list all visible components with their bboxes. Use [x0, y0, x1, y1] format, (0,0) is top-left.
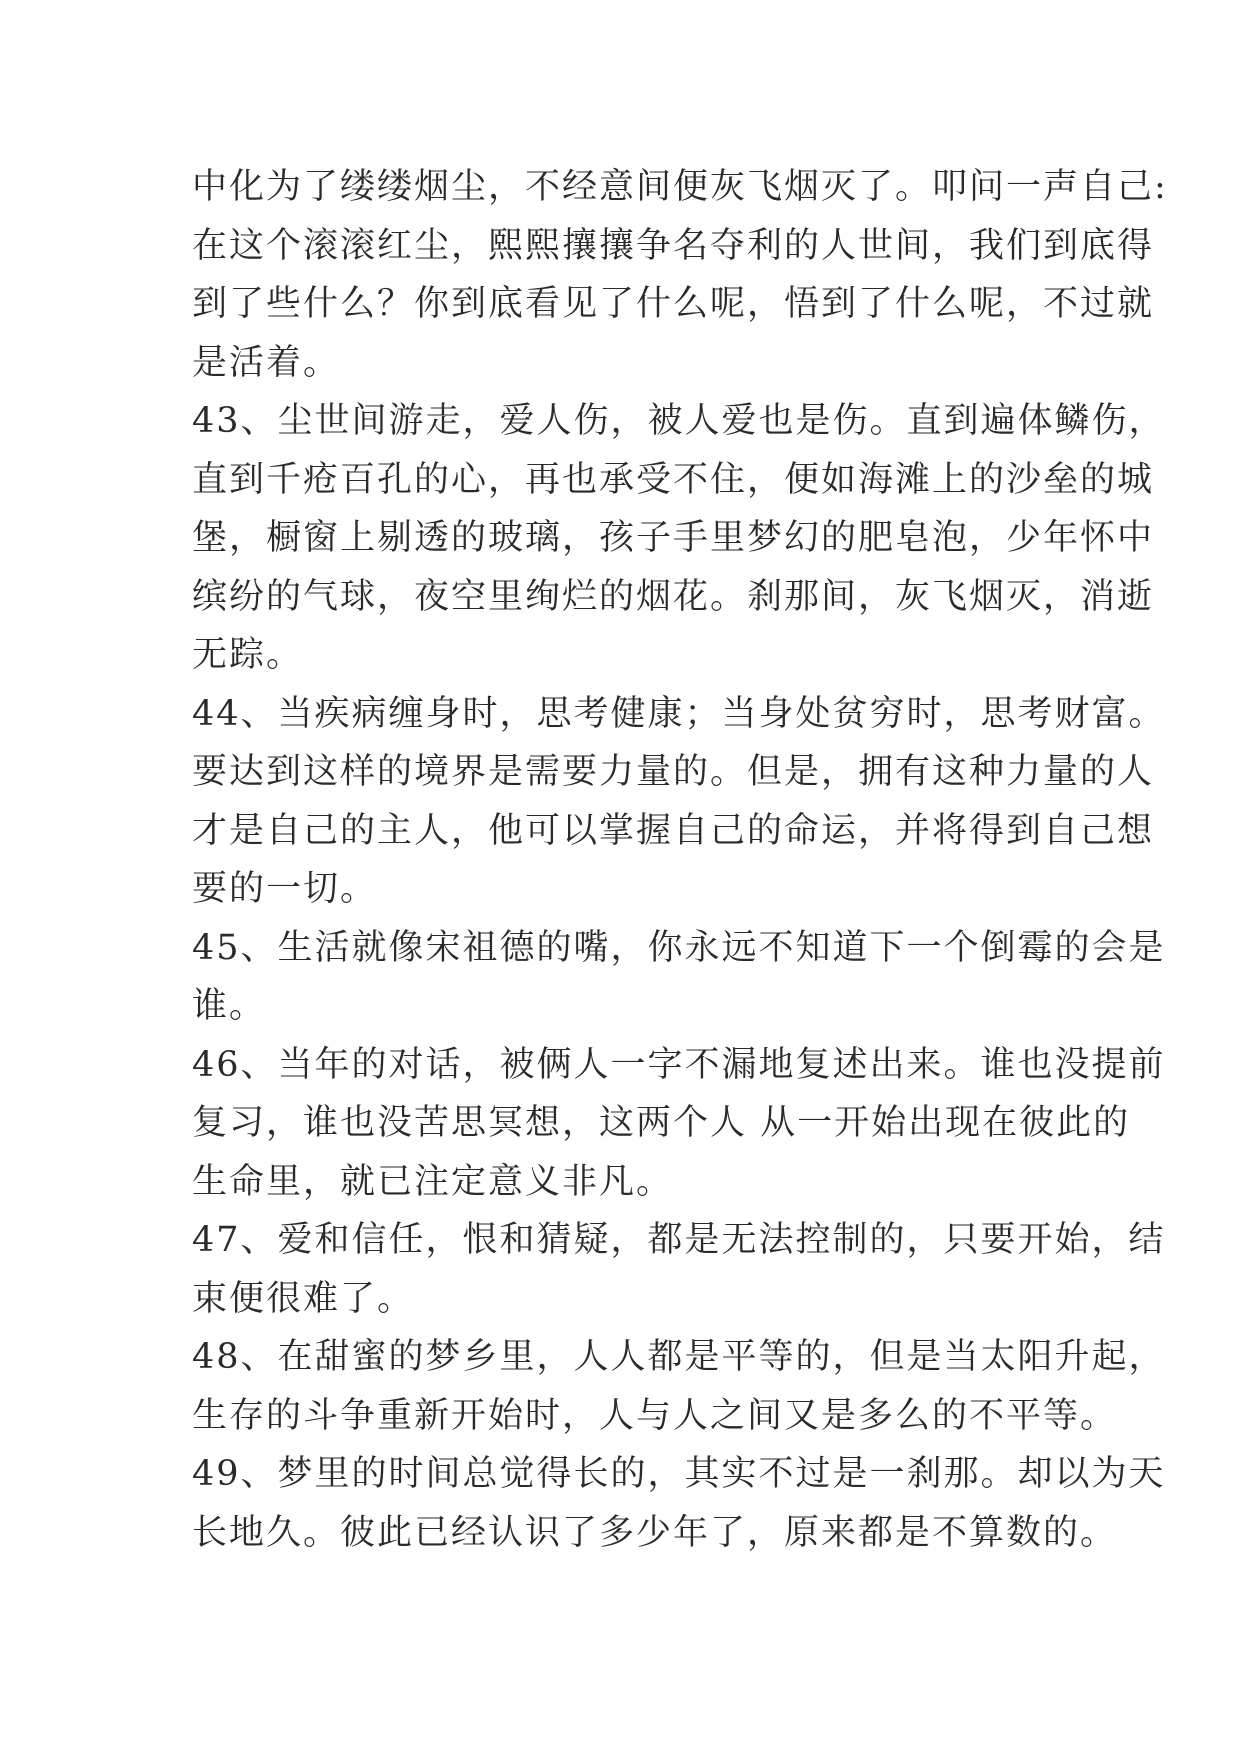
text-line: 要的一切。 — [192, 869, 378, 909]
text-line: 复习，谁也没苦思冥想，这两个人 从一开始出现在彼此的 — [192, 1103, 1131, 1143]
text-line: 49、梦里的时间总觉得长的，其实不过是一刹那。却以为天 — [192, 1454, 1166, 1494]
text-line: 无踪。 — [192, 635, 304, 675]
text-line: 长地久。彼此已经认识了多少年了，原来都是不算数的。 — [192, 1512, 1118, 1553]
text-line: 是活着。 — [192, 342, 341, 383]
text-line: 44、当疾病缠身时，思考健康；当身处贫穷时，思考财富。 — [192, 693, 1166, 734]
text-line: 43、尘世间游走，爱人伤，被人爱也是伤。直到遍体鳞伤， — [192, 401, 1166, 441]
text-line: 47、爱和信任，恨和猜疑，都是无法控制的，只要开始，结 — [192, 1220, 1166, 1260]
text-line: 生存的斗争重新开始时，人与人之间又是多么的不平等。 — [192, 1395, 1118, 1436]
text-line: 在这个滚滚红尘，熙熙攘攘争名夺利的人世间，我们到底得 — [192, 225, 1155, 266]
paragraph-49 — [192, 1445, 1166, 1562]
text-line: 到了些什么？你到底看见了什么呢，悟到了什么呢，不过就 — [192, 284, 1155, 324]
paragraph-48 — [192, 1328, 1166, 1445]
text-line: 堡，橱窗上剔透的玻璃，孩子手里梦幻的肥皂泡，少年怀中 — [192, 518, 1155, 558]
paragraph-44 — [192, 685, 1166, 919]
document-body — [192, 158, 1168, 1562]
text-line: 45、生活就像宋祖德的嘴，你永远不知道下一个倒霉的会是 — [192, 927, 1166, 968]
text-line: 直到千疮百孔的心，再也承受不住，便如海滩上的沙垒的城 — [192, 459, 1155, 500]
text-line: 才是自己的主人，他可以掌握自己的命运，并将得到自己想 — [192, 810, 1155, 851]
paragraph-42-continued — [192, 158, 1168, 392]
text-line: 缤纷的气球，夜空里绚烂的烟花。刹那间，灰飞烟灭，消逝 — [192, 576, 1155, 617]
text-line: 48、在甜蜜的梦乡里，人人都是平等的，但是当太阳升起， — [192, 1337, 1166, 1377]
paragraph-45 — [192, 919, 1166, 1036]
text-line: 束便很难了。 — [192, 1278, 415, 1319]
paragraph-43 — [192, 392, 1166, 685]
text-line: 生命里，就已注定意义非凡。 — [192, 1161, 674, 1202]
text-line: 要达到这样的境界是需要力量的。但是，拥有这种力量的人 — [192, 752, 1155, 792]
text-line: 46、当年的对话，被俩人一字不漏地复述出来。谁也没提前 — [192, 1044, 1166, 1085]
text-line: 谁。 — [192, 986, 267, 1026]
paragraph-46 — [192, 1036, 1166, 1212]
text-line: 中化为了缕缕烟尘，不经意间便灰飞烟灭了。叩问一声自己: — [192, 167, 1168, 207]
paragraph-47 — [192, 1211, 1166, 1328]
